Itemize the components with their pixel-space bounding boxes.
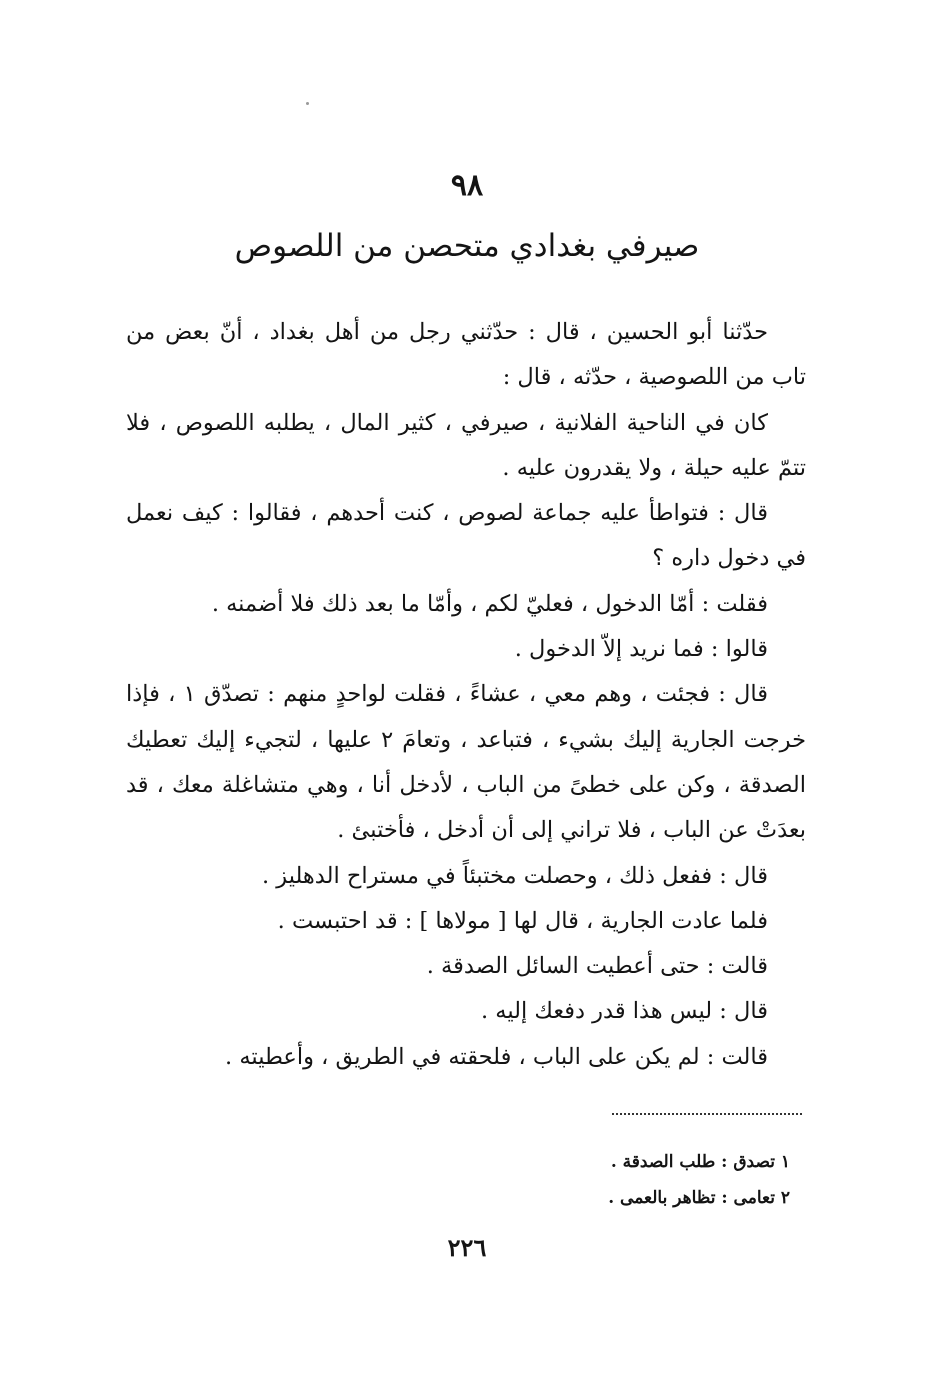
footnote-divider — [612, 1113, 802, 1115]
body-text — [126, 310, 806, 1080]
paragraph: قال : فجئت ، وهم معي ، عشاءً ، فقلت لواحدٍ منهم : تصدّق ١ ، فإذا خرجت الجارية إليك بشيء ، فتباعد ، وتعامَ ٢ عليها ، لتجيء إليك تعطيك الصدقة ، وكن على خطىً من الباب ، لأدخل أنا ، وهي متشاغلة معك ، قد بعدَتْ عن الباب ، فلا تراني إلى أن أدخل ، فأختبئ . — [126, 681, 806, 844]
chapter-number: ٩٨ — [450, 168, 484, 203]
footnote: ١ تصدق : طلب الصدقة . — [610, 1152, 790, 1172]
paragraph: فلما عادت الجارية ، قال لها [ مولاها ] : قد احتبست . — [277, 907, 768, 934]
paragraph: قالوا : فما نريد إلاّ الدخول . — [514, 636, 768, 663]
paragraph: فقلت : أمّا الدخول ، فعليّ لكم ، وأمّا ما بعد ذلك فلا أضمنه . — [211, 590, 768, 617]
footnotes — [300, 1144, 790, 1216]
paragraph: قال : فتواطأ عليه جماعة لصوص ، كنت أحدهم ، فقالوا : كيف نعمل في دخول داره ؟ — [126, 500, 806, 572]
paragraph: قالت : حتى أعطيت السائل الصدقة . — [426, 953, 768, 980]
paragraph: قال : ففعل ذلك ، وحصلت مختبئاً في مستراح الدهليز . — [261, 862, 768, 889]
paragraph: قالت : لم يكن على الباب ، فلحقته في الطريق ، وأعطيته . — [225, 1043, 768, 1070]
chapter-title: صيرفي بغدادي متحصن من اللصوص — [234, 228, 700, 264]
paragraph: حدّثنا أبو الحسين ، قال : حدّثني رجل من أهل بغداد ، أنّ بعض من تاب من اللصوصية ، حدّثه ، قال : — [126, 319, 806, 391]
paragraph: كان في الناحية الفلانية ، صيرفي ، كثير المال ، يطلبه اللصوص ، فلا تتمّ عليه حيلة ، ولا يقدرون عليه . — [126, 409, 806, 481]
scan-speck — [306, 102, 309, 105]
page-number: ٢٢٦ — [447, 1233, 487, 1262]
paragraph: قال : ليس هذا قدر دفعك إليه . — [481, 998, 768, 1025]
footnote: ٢ تعامى : تظاهر بالعمى . — [608, 1188, 790, 1208]
